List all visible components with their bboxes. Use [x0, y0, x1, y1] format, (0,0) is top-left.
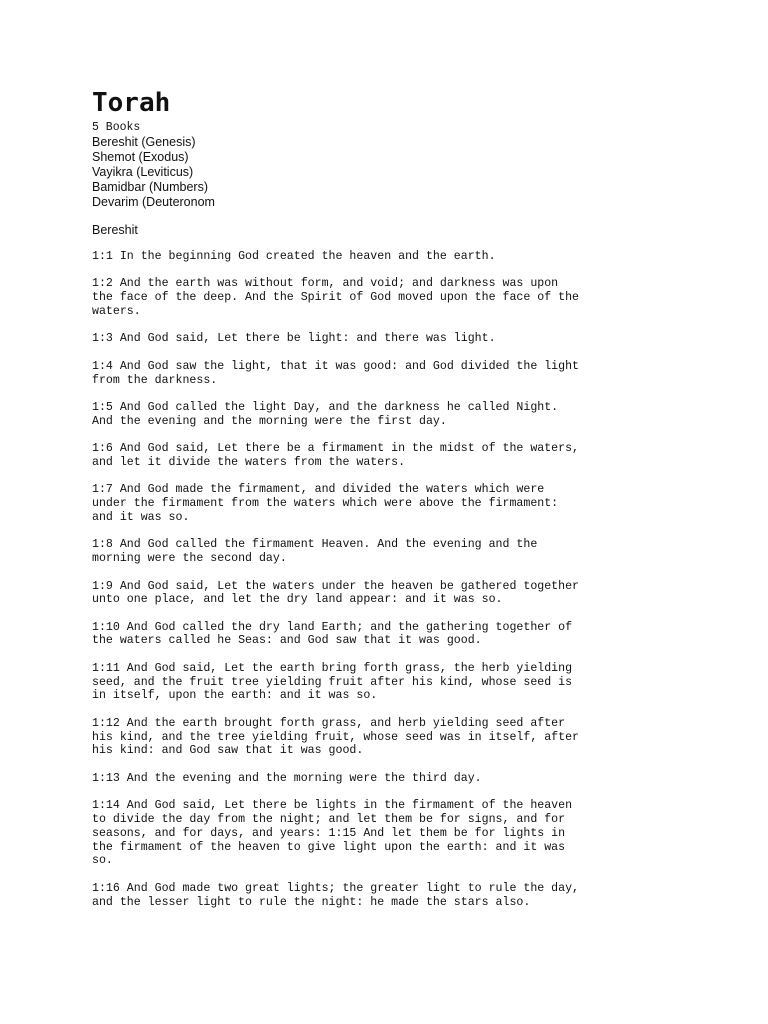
toc-item-leviticus: Vayikra (Leviticus): [92, 165, 194, 179]
table-of-contents: [92, 120, 652, 210]
verse-paragraph: 1:8 And God called the firmament Heaven. And the evening and the morning were the second day.: [92, 538, 538, 566]
toc-item-deuteronomy: Devarim (Deuteronom: [92, 195, 215, 209]
verse-list: [92, 250, 652, 909]
verse-paragraph: 1:13 And the evening and the morning were the third day.: [92, 771, 482, 785]
verse-paragraph: 1:9 And God said, Let the waters under the heaven be gathered together unto one place, and let the dry land appear: and it was so.: [92, 579, 580, 607]
toc-item-genesis: Bereshit (Genesis): [92, 135, 196, 149]
document-page: [92, 86, 652, 923]
verse-paragraph: 1:4 And God saw the light, that it was good: and God divided the light from the darkness.: [92, 359, 580, 387]
section-heading: Bereshit: [92, 223, 138, 237]
verse-paragraph: 1:6 And God said, Let there be a firmament in the midst of the waters, and let it divide the waters from the waters.: [92, 442, 580, 469]
verse-paragraph: 1:11 And God said, Let the earth bring forth grass, the herb yielding seed, and the fruit tree yielding fruit after his kind, whose seed is in itself, upon the earth: and it was so.: [92, 661, 573, 703]
toc-heading: 5 Books: [92, 121, 141, 134]
document-title: Torah: [92, 88, 171, 118]
verse-paragraph: 1:12 And the earth brought forth grass, and herb yielding seed after his kind, and the tree yielding fruit, whose seed was in itself, after his kind: and God saw that it was good.: [92, 716, 580, 758]
verse-paragraph: 1:3 And God said, Let there be light: and there was light.: [92, 332, 496, 346]
verse-paragraph: 1:2 And the earth was without form, and void; and darkness was upon the face of the deep. And the Spirit of God moved upon the face of the waters.: [92, 277, 580, 318]
verse-paragraph: 1:14 And God said, Let there be lights in the firmament of the heaven to divide the day from the night; and let them be for signs, and for seasons, and for days, and years: 1:15 And let them be for lights in the firmament of the heaven to give light upon the earth: and it was so.: [92, 799, 573, 868]
verse-paragraph: 1:5 And God called the light Day, and the darkness he called Night. And the evening and the morning were the first day.: [92, 400, 559, 428]
verse-paragraph: 1:16 And God made two great lights; the greater light to rule the day, and the lesser light to rule the night: he made the stars also.: [92, 881, 580, 909]
verse-paragraph: 1:1 In the beginning God created the heaven and the earth.: [92, 250, 496, 263]
verse-paragraph: 1:7 And God made the firmament, and divided the waters which were under the firmament from the waters which were above the firmament: and it was so.: [92, 483, 559, 524]
toc-item-exodus: Shemot (Exodus): [92, 150, 189, 164]
verse-paragraph: 1:10 And God called the dry land Earth; and the gathering together of the waters called he Seas: and God saw that it was good.: [92, 620, 573, 648]
toc-item-numbers: Bamidbar (Numbers): [92, 180, 209, 194]
